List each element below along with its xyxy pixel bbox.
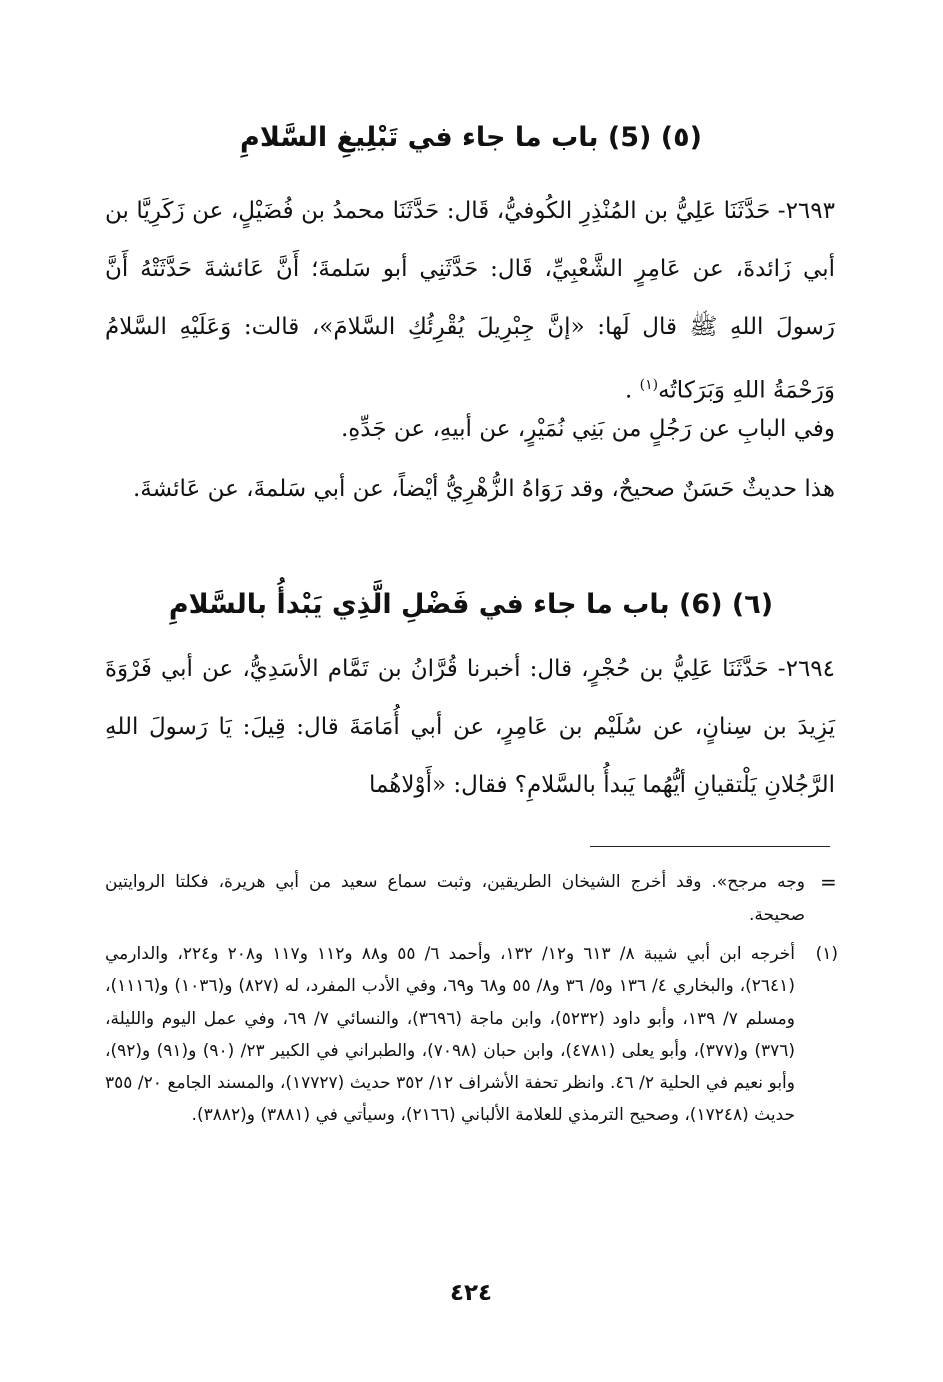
section-heading-5: (٥) (5) باب ما جاء في تَبْلِيغِ السَّلامِ [240, 122, 702, 153]
hadith-2694 [105, 640, 835, 814]
hadith-2693 [105, 182, 835, 420]
footnote-continued: وجه مرجح». وقد أخرج الشيخان الطريقين، وثبت سماع سعيد من أبي هريرة، فكلتا الروايتين صحيحة. [105, 872, 805, 925]
bab-note [105, 400, 835, 458]
footnote-1-text: أخرجه ابن أبي شيبة ٨/ ٦١٣ و١٢/ ١٣٢، وأحمد ٦/ ٥٥ و٨٨ و١١٢ و١١٧ و٢٠٨ و٢٢٤، والدارمي (٢٦٤١)، والبخاري ٤/ ١٣٦ و٥/ ٣٦ و٨/ ٥٥ و٦٨ و٦٩، وفي الأدب المفرد، له (٨٢٧) و(١٠٣٦) و(١١١٦)، ومسلم ٧/ ١٣٩، وأبو داود (٥٢٣٢)، وابن ماجة (٣٦٩٦)، والنسائي ٧/ ٦٩، وفي عمل اليوم والليلة، (٣٧٦) و(٣٧٧)، وأبو يعلى (٤٧٨١)، وابن حبان (٧٠٩٨)، والطبراني في الكبير ٢٣/ (٩٠) و(٩١) و(٩٢)، وأبو نعيم في الحلية ٢/ ٤٦. وانظر تحفة الأشراف ١٢/ ٣٥٢ حديث (١٧٧٢٧)، والمسند الجامع ٢٠/ ٣٥٥ حديث (١٧٢٤٨)، وصحيح الترمذي للعلامة الألباني (٢١٦٦)، وسيأتي في (٣٨٨١) و(٣٨٨٢). [105, 944, 795, 1126]
footnote-ref-1[interactable]: (١) [639, 377, 659, 393]
hadith-2694-text: ٢٦٩٤- حَدَّثَنَا عَلِيُّ بن حُجْرٍ، قال: أخبرنا قُرَّانُ بن تَمَّام الأسَدِيُّ، عن أبي فَرْوَةَ يَزِيدَ بن سِنانٍ، عن سُلَيْم بن عَامِرٍ، عن أبي أُمَامَةَ قال: قِيلَ: يَا رَسولَ اللهِ الرَّجُلانِ يَلْتقيانِ أيُّهُما يَبدأُ بالسَّلامِ؟ فقال: «أَوْلاهُما [105, 656, 836, 798]
bab-note-text: وفي البابِ عن رَجُلٍ من بَنِي نُمَيْرٍ، عن أبيهِ، عن جَدِّهِ. [340, 416, 835, 442]
hadith-2693-text: ٢٦٩٣- حَدَّثَنَا عَلِيُّ بن المُنْذِرِ الكُوفيُّ، قَال: حَدَّثَنَا محمدُ بن فُضَيْلٍ، عن زَكَرِيَّا بن أبي زَائدةَ، عن عَامِرٍ الشَّعْبِيِّ، قَال: حَدَّثَنِي أبو سَلمةَ؛ أَنَّ عَائشةَ حَدَّثَتْهُ أَنَّ رَسولَ اللهِ ﷺ قال لَها: «إنَّ جِبْرِيلَ يُقْرِئُكِ السَّلامَ»، قالت: وَعَلَيْهِ السَّلامُ وَرَحْمَةُ اللهِ وَبَرَكاتُه [105, 198, 835, 404]
footnote-continued-marker: = [820, 870, 837, 894]
footnote-1-number: (١) [815, 944, 838, 964]
hadith-2693-end: . [624, 377, 640, 404]
page-number: ٤٢٤ [449, 1280, 493, 1306]
footnote-divider [590, 846, 830, 847]
hukm-note-text: هذا حديثٌ حَسَنٌ صحيحٌ، وقد رَوَاهُ الزُّهْرِيُّ أيْضاً، عن أبي سَلمةَ، عن عَائشةَ. [133, 476, 835, 502]
hukm-note [105, 460, 835, 518]
section-heading-6: (٦) (6) باب ما جاء في فَضْلِ الَّذِي يَبْدأُ بالسَّلامِ [168, 589, 774, 620]
